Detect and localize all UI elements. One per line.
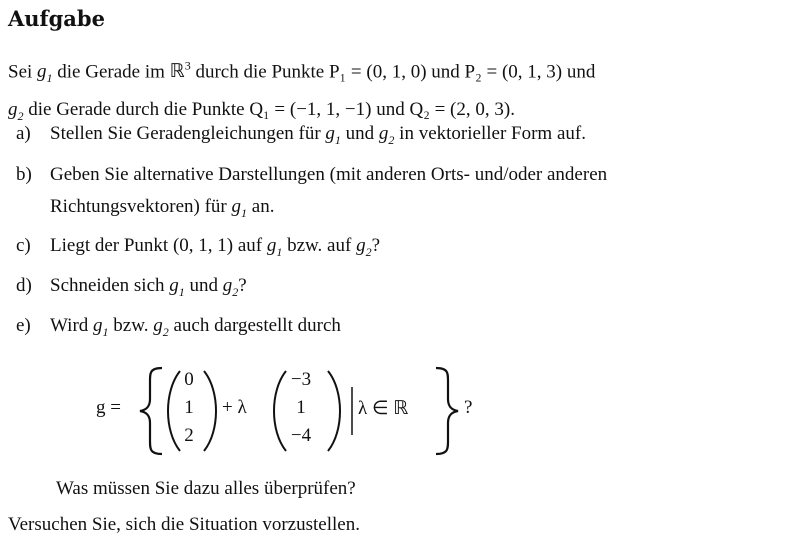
- formula-plus-lambda: + λ: [222, 397, 247, 418]
- vector-component: 0: [184, 369, 194, 390]
- point-q2: Q₂ = (2, 0, 3): [409, 99, 511, 121]
- vector-component: −3: [290, 369, 312, 390]
- intro-text: .: [510, 99, 515, 121]
- formula-lhs: g =: [96, 397, 121, 418]
- intro-text: die Gerade durch die Punkte: [23, 99, 250, 121]
- vec1-paren-right: [204, 371, 216, 451]
- symbol-g1: $g_1$: [93, 315, 109, 339]
- task-text: ?: [371, 235, 380, 256]
- vector-component: −4: [290, 425, 312, 446]
- formula-question-mark: ?: [464, 397, 473, 418]
- vector-component: 2: [184, 425, 194, 446]
- task-item-e: [16, 310, 791, 348]
- symbol-g2: $g_2$: [356, 235, 372, 259]
- symbol-r3: ℝ$^3$: [169, 59, 191, 83]
- outer-brace-left: [140, 368, 162, 454]
- task-label: d): [16, 275, 32, 296]
- intro-text: Sei: [8, 61, 38, 83]
- intro-text: durch die Punkte: [190, 61, 329, 83]
- vec2-paren-left: [274, 371, 286, 451]
- task-label: c): [16, 235, 31, 256]
- task-text: und: [340, 123, 379, 144]
- task-text: Schneiden sich: [50, 275, 170, 296]
- task-text: bzw.: [108, 315, 154, 336]
- task-text: Wird: [50, 315, 94, 336]
- vector-component: 1: [184, 397, 194, 418]
- task-label: b): [16, 164, 32, 185]
- symbol-g2: $g_2$: [378, 123, 395, 147]
- support-vector: [182, 369, 196, 447]
- check-question: Was müssen Sie dazu alles überprüfen?: [56, 478, 356, 499]
- task-item-c: [16, 230, 791, 268]
- formula-condition: λ ∈ ℝ: [358, 398, 409, 419]
- vector-component: 1: [296, 397, 306, 418]
- symbol-g1: $g_1$: [231, 196, 248, 220]
- intro-text: und: [371, 99, 410, 121]
- task-text: Geben Sie alternative Darstellungen (mit anderen Orts- und/oder anderen: [50, 164, 608, 185]
- task-text: Richtungsvektoren) für: [50, 196, 232, 217]
- task-text: Liegt der Punkt (0, 1, 1) auf: [50, 235, 267, 256]
- symbol-g1: $g_1$: [169, 275, 185, 299]
- symbol-g2: $g_2$: [153, 315, 169, 339]
- task-item-a: [16, 118, 791, 156]
- symbol-g1: $g_1$: [37, 61, 53, 86]
- symbol-g2: $g_2$: [8, 99, 24, 123]
- point-q1: Q₁ = (−1, 1, −1): [249, 99, 372, 121]
- outer-brace-right: [436, 368, 458, 454]
- task-item-d: [16, 270, 791, 308]
- point-p2: P₂ = (0, 1, 3): [464, 61, 563, 83]
- intro-text: und: [426, 61, 465, 83]
- task-text: bzw. auf: [282, 235, 357, 256]
- task-label: a): [16, 123, 31, 144]
- task-text: ?: [238, 275, 247, 296]
- intro-line-1: [8, 50, 793, 94]
- closing-sentence: Versuchen Sie, sich die Situation vorzustellen.: [8, 514, 360, 535]
- task-label: e): [16, 315, 31, 336]
- task-item-b: [16, 159, 791, 229]
- intro-text: und: [562, 61, 596, 83]
- symbol-g2: $g_2$: [222, 275, 239, 299]
- vec2-paren-right: [328, 371, 340, 451]
- intro-text: die Gerade im: [52, 61, 170, 83]
- direction-vector: [286, 369, 316, 447]
- task-continuation: [16, 191, 791, 229]
- task-text: Stellen Sie Geradengleichungen für: [50, 123, 326, 144]
- symbol-g1: $g_1$: [266, 235, 283, 259]
- vec1-paren-left: [168, 371, 180, 451]
- task-text: an.: [247, 196, 275, 217]
- point-p1: P₁ = (0, 1, 0): [328, 61, 427, 83]
- task-text: in vektorieller Form auf.: [394, 123, 586, 144]
- exercise-heading: Aufgabe: [8, 6, 105, 31]
- symbol-g1: $g_1$: [325, 123, 341, 147]
- task-text: auch dargestellt durch: [168, 315, 341, 336]
- task-text: und: [184, 275, 223, 296]
